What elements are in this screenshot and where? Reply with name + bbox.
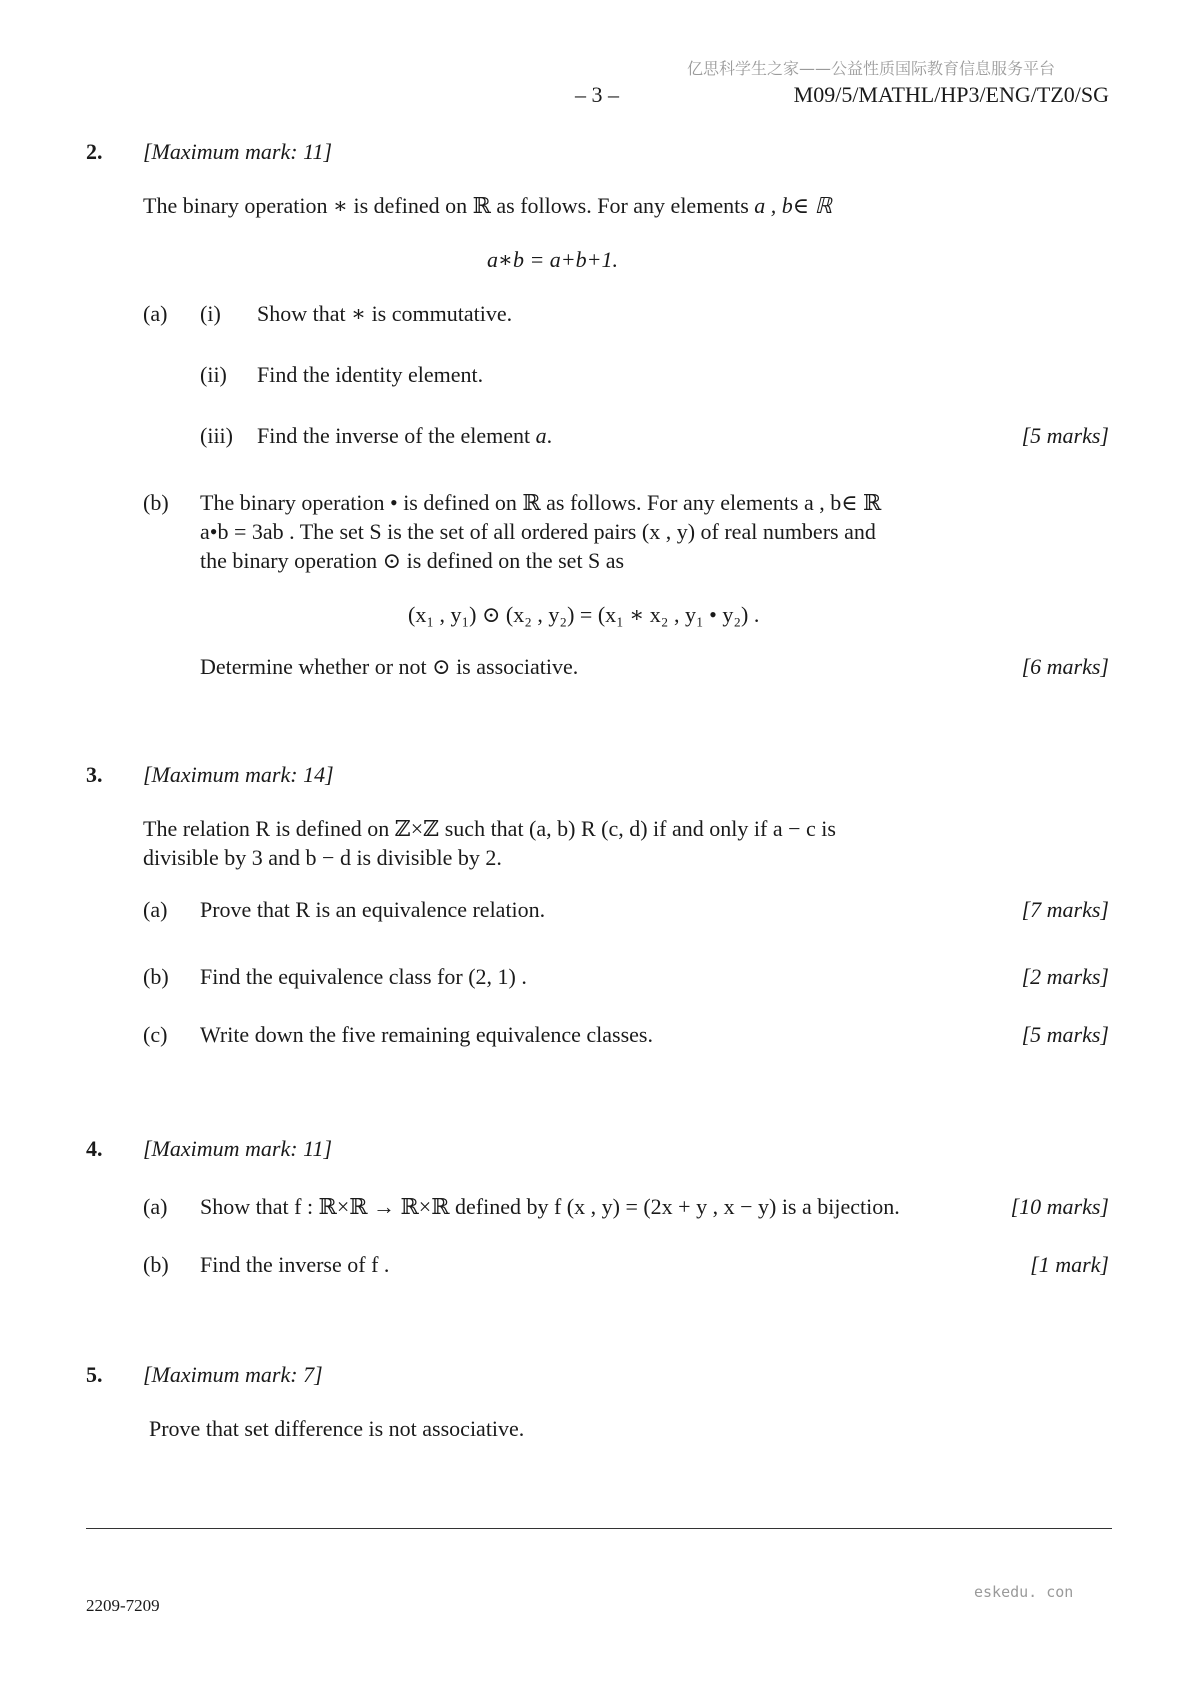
question-2-number: 2. — [86, 139, 103, 164]
q2-part-a-i-text: Show that ∗ is commutative. — [257, 301, 513, 326]
footer-rule — [86, 1528, 1112, 1529]
q2-part-b-marks: [6 marks] — [1021, 654, 1109, 679]
q3-part-b-text: Find the equivalence class for (2, 1) . — [200, 964, 527, 989]
q2-part-a-i-label: (i) — [200, 301, 221, 326]
intro-text-a: The binary operation — [143, 193, 328, 218]
question-5-number: 5. — [86, 1362, 103, 1387]
q2-part-b-line-3: the binary operation ⊙ is defined on the set S as — [200, 548, 625, 573]
intro-vars: a , b∈ ℝ — [754, 193, 832, 218]
q4-part-b-text: Find the inverse of f . — [200, 1252, 390, 1277]
question-4-max-mark: [Maximum mark: 11] — [143, 1136, 333, 1161]
q2-part-a-ii-text: Find the identity element. — [257, 362, 484, 387]
footer-code: 2209-7209 — [86, 1596, 160, 1615]
intro-text-c: as follows. For any elements — [496, 193, 749, 218]
iii-var: a — [535, 423, 547, 448]
q3-part-b-label: (b) — [143, 964, 169, 989]
q2-part-a-iii-text: Find the inverse of the element a. — [257, 423, 553, 448]
question-2-max-mark: [Maximum mark: 11] — [143, 139, 333, 164]
q2-part-b-label: (b) — [143, 490, 169, 515]
intro-set: ℝ — [472, 193, 491, 218]
q3-part-b-marks: [2 marks] — [1021, 964, 1109, 989]
intro-text-b: is defined on — [353, 193, 468, 218]
question-3-line-2: divisible by 3 and b − d is divisible by 2. — [143, 845, 502, 870]
question-3-number: 3. — [86, 762, 103, 787]
question-4-number: 4. — [86, 1136, 103, 1161]
intro-operator: ∗ — [333, 193, 348, 218]
question-5-text: Prove that set difference is not associative. — [149, 1416, 525, 1441]
q3-part-c-marks: [5 marks] — [1021, 1022, 1109, 1047]
watermark-text: 亿思科学生之家——公益性质国际教育信息服务平台 — [687, 59, 1056, 78]
question-3-line-1: The relation R is defined on ℤ×ℤ such that (a, b) R (c, d) if and only if a − c is — [143, 816, 836, 841]
q3-part-a-marks: [7 marks] — [1021, 897, 1109, 922]
q4-part-b-label: (b) — [143, 1252, 169, 1277]
q4-part-a-marks: [10 marks] — [1010, 1194, 1109, 1219]
q4-part-b-marks: [1 mark] — [1030, 1252, 1109, 1277]
paper-code: M09/5/MATHL/HP3/ENG/TZ0/SG — [793, 82, 1109, 107]
q2-part-b-formula: (x₁ , y₁) ⊙ (x₂ , y₂) = (x₁ ∗ x₂ , y₁ • y₂) . — [408, 602, 760, 627]
question-2-intro — [143, 193, 832, 219]
q2-part-a-iii-label: (iii) — [200, 423, 233, 448]
question-2-formula: a∗b = a+b+1. — [487, 247, 618, 272]
q2-part-a-label: (a) — [143, 301, 168, 326]
q4-part-a-label: (a) — [143, 1194, 168, 1219]
page-number: – 3 – — [575, 82, 619, 107]
q3-part-a-text: Prove that R is an equivalence relation. — [200, 897, 546, 922]
q3-part-c-text: Write down the five remaining equivalence classes. — [200, 1022, 653, 1047]
q3-part-c-label: (c) — [143, 1022, 168, 1047]
footer-site-watermark: eskedu. con — [974, 1583, 1074, 1601]
q2-part-a-ii-label: (ii) — [200, 362, 227, 387]
q2-part-b-question: Determine whether or not ⊙ is associative. — [200, 654, 579, 679]
q2-part-b-line-2: a•b = 3ab . The set S is the set of all ordered pairs (x , y) of real numbers and — [200, 519, 876, 544]
question-5-max-mark: [Maximum mark: 7] — [143, 1362, 323, 1387]
q2-part-b-line-1: The binary operation • is defined on ℝ as follows. For any elements a , b∈ ℝ — [200, 490, 882, 515]
q4-part-a-text: Show that f : ℝ×ℝ → ℝ×ℝ defined by f (x , y) = (2x + y , x − y) is a bijection. — [200, 1194, 900, 1219]
iii-text: Find the inverse of the element — [257, 423, 531, 448]
q2-part-a-marks: [5 marks] — [1021, 423, 1109, 448]
question-3-max-mark: [Maximum mark: 14] — [143, 762, 334, 787]
q3-part-a-label: (a) — [143, 897, 168, 922]
